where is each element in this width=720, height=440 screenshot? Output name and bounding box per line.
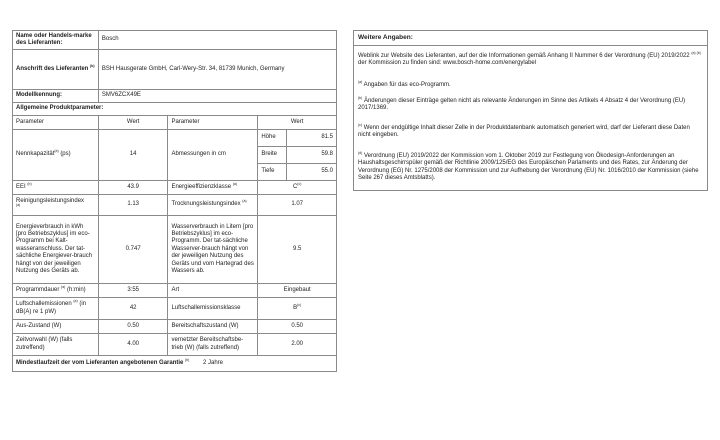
capacity-label: Nennkapazität$^{(a)}$ (ps) <box>13 130 99 181</box>
note-a: $^{(a)}$ Angaben für das eco-Programm. <box>358 80 451 88</box>
energy-class-label: Energieeffizienzklasse $^{(a)}$ <box>168 181 258 195</box>
off-mode-label: Aus-Zustand (W) <box>13 320 99 334</box>
address-value: BSH Hausgerate GmbH, Carl-Wery-Str. 34, 81739 Munich, Germany <box>98 50 336 90</box>
networked-standby-value: 2.00 <box>258 334 337 356</box>
col-value-header-2: Wert <box>258 116 337 130</box>
model-value: SMV6ZCX49E <box>98 90 336 103</box>
eei-label: EEI $^{(b)}$ <box>13 181 99 195</box>
noise-class-label: Luftschallemissionsklasse <box>168 298 258 320</box>
energy-class-value: $C^{(c)}$ <box>258 181 337 195</box>
noise-label: Luftschallemissionen $^{(a)}$ (in dB(A) re 1 pW) <box>13 298 99 320</box>
noise-value: 42 <box>98 298 168 320</box>
program-duration-label: Programmdauer $^{(a)}$ (h:min) <box>13 284 99 298</box>
noise-class-value: $B^{(c)}$ <box>258 298 337 320</box>
general-params-heading: Allgemeine Produktparameter: <box>13 103 337 116</box>
standby-value: 0.50 <box>258 320 337 334</box>
drying-label: Trocknungsleistungsindex $^{(a)}$ <box>168 195 258 216</box>
further-info-heading: Weitere Angaben: <box>354 31 707 46</box>
note-c: $^{(c)}$ Wenn der endgültige Inhalt dieser Zelle in der Produktdatenbank automatisch generiert wird, darf der Lieferant diese Daten nicht eingeben. <box>358 123 690 139</box>
width-label: Breite <box>258 147 287 164</box>
model-label: Modellkennung: <box>13 90 99 103</box>
col-param-header: Parameter <box>13 116 99 130</box>
product-info-table <box>12 30 337 372</box>
type-label: Art <box>168 284 258 298</box>
drying-value: 1.07 <box>258 195 337 216</box>
height-value: 81.5 <box>287 130 337 147</box>
energy-consumption-value: 0.747 <box>98 216 168 284</box>
off-mode-value: 0.50 <box>98 320 168 334</box>
water-consumption-value: 9.5 <box>258 216 337 284</box>
capacity-value: 14 <box>98 130 168 181</box>
eei-value: 43.9 <box>98 181 168 195</box>
height-label: Höhe <box>258 130 287 147</box>
standby-label: Bereitschaftszustand (W) <box>168 320 258 334</box>
delay-start-label: Zeitvorwahl (W) (falls zutreffend) <box>13 334 99 356</box>
networked-standby-label: vernetzter Bereitschaftsbe-trieb (W) (falls zutreffend) <box>168 334 258 356</box>
supplier-value: Bosch <box>98 31 336 50</box>
cleaning-value: 1.13 <box>98 195 168 216</box>
depth-value: 55.0 <box>287 164 337 181</box>
col-param-header-2: Parameter <box>168 116 258 130</box>
cleaning-label: Reinigungsleistungsindex $^{(a)}$ <box>13 195 99 216</box>
supplier-label: Name oder Handels-marke des Lieferanten: <box>13 31 99 50</box>
type-value: Eingebaut <box>258 284 337 298</box>
address-label: Anschrift des Lieferanten $^{(b)}$ <box>13 50 99 90</box>
weblink-text: Weblink zur Website des Lieferanten, auf der die Informationen gemäß Anhang II Nummer 6 der Verordnung (EU) 2019/2022 $^{(a) (b)}$ der Kommission zu finden sind: www.bosch-home.com/energylabel <box>358 51 701 67</box>
dimensions-label: Abmessungen in cm <box>168 130 258 181</box>
depth-label: Tiefe <box>258 164 287 181</box>
note-d: $^{(d)}$ Verordnung (EU) 2019/2022 der Kommission vom 1. Oktober 2019 zur Festlegung von Ökodesign-Anforderungen an Haushaltsgeschirrspüler gemäß der Richtlinie 2009/125/EG des Europäischen Parlaments und des Rates, zur Änderung der Verordnung (EG) Nr. 1275/2008 der Kommission und zur Aufhebung der Verordnung (EU) Nr. 1016/2010 der Kommission (siehe Seite 267 dieses Amtsblatts). <box>358 151 699 182</box>
energy-consumption-label: Energieverbrauch in kWh [pro Betriebszyklus] im eco-Programm bei Kalt-wasseranschluss. Der tat-sächliche Energiever-brauch hängt von der jeweiligen Nutzung des Geräts ab. <box>13 216 99 284</box>
delay-start-value: 4.00 <box>98 334 168 356</box>
col-value-header: Wert <box>98 116 168 130</box>
note-b: $^{(b)}$ Änderungen dieser Einträge gelten nicht als relevante Änderungen im Sinne des Artikels 4 Absatz 4 der Verordnung (EU) 2017/1369. <box>358 96 686 112</box>
water-consumption-label: Wasserverbrauch in Litern [pro Betriebszyklus] im eco-Programm. Der tat-sächliche Wasserver-brauch hängt von der jeweiligen Nutzung des Geräts und vom Hartegrad des Wassers ab. <box>168 216 258 284</box>
further-info-box <box>353 30 708 191</box>
width-value: 59.8 <box>287 147 337 164</box>
warranty-row: Mindestlaufzeit der vom Lieferanten angebotenen Garantie $^{(b)}$ 2 Jahre <box>13 356 337 372</box>
program-duration-value: 3:55 <box>98 284 168 298</box>
